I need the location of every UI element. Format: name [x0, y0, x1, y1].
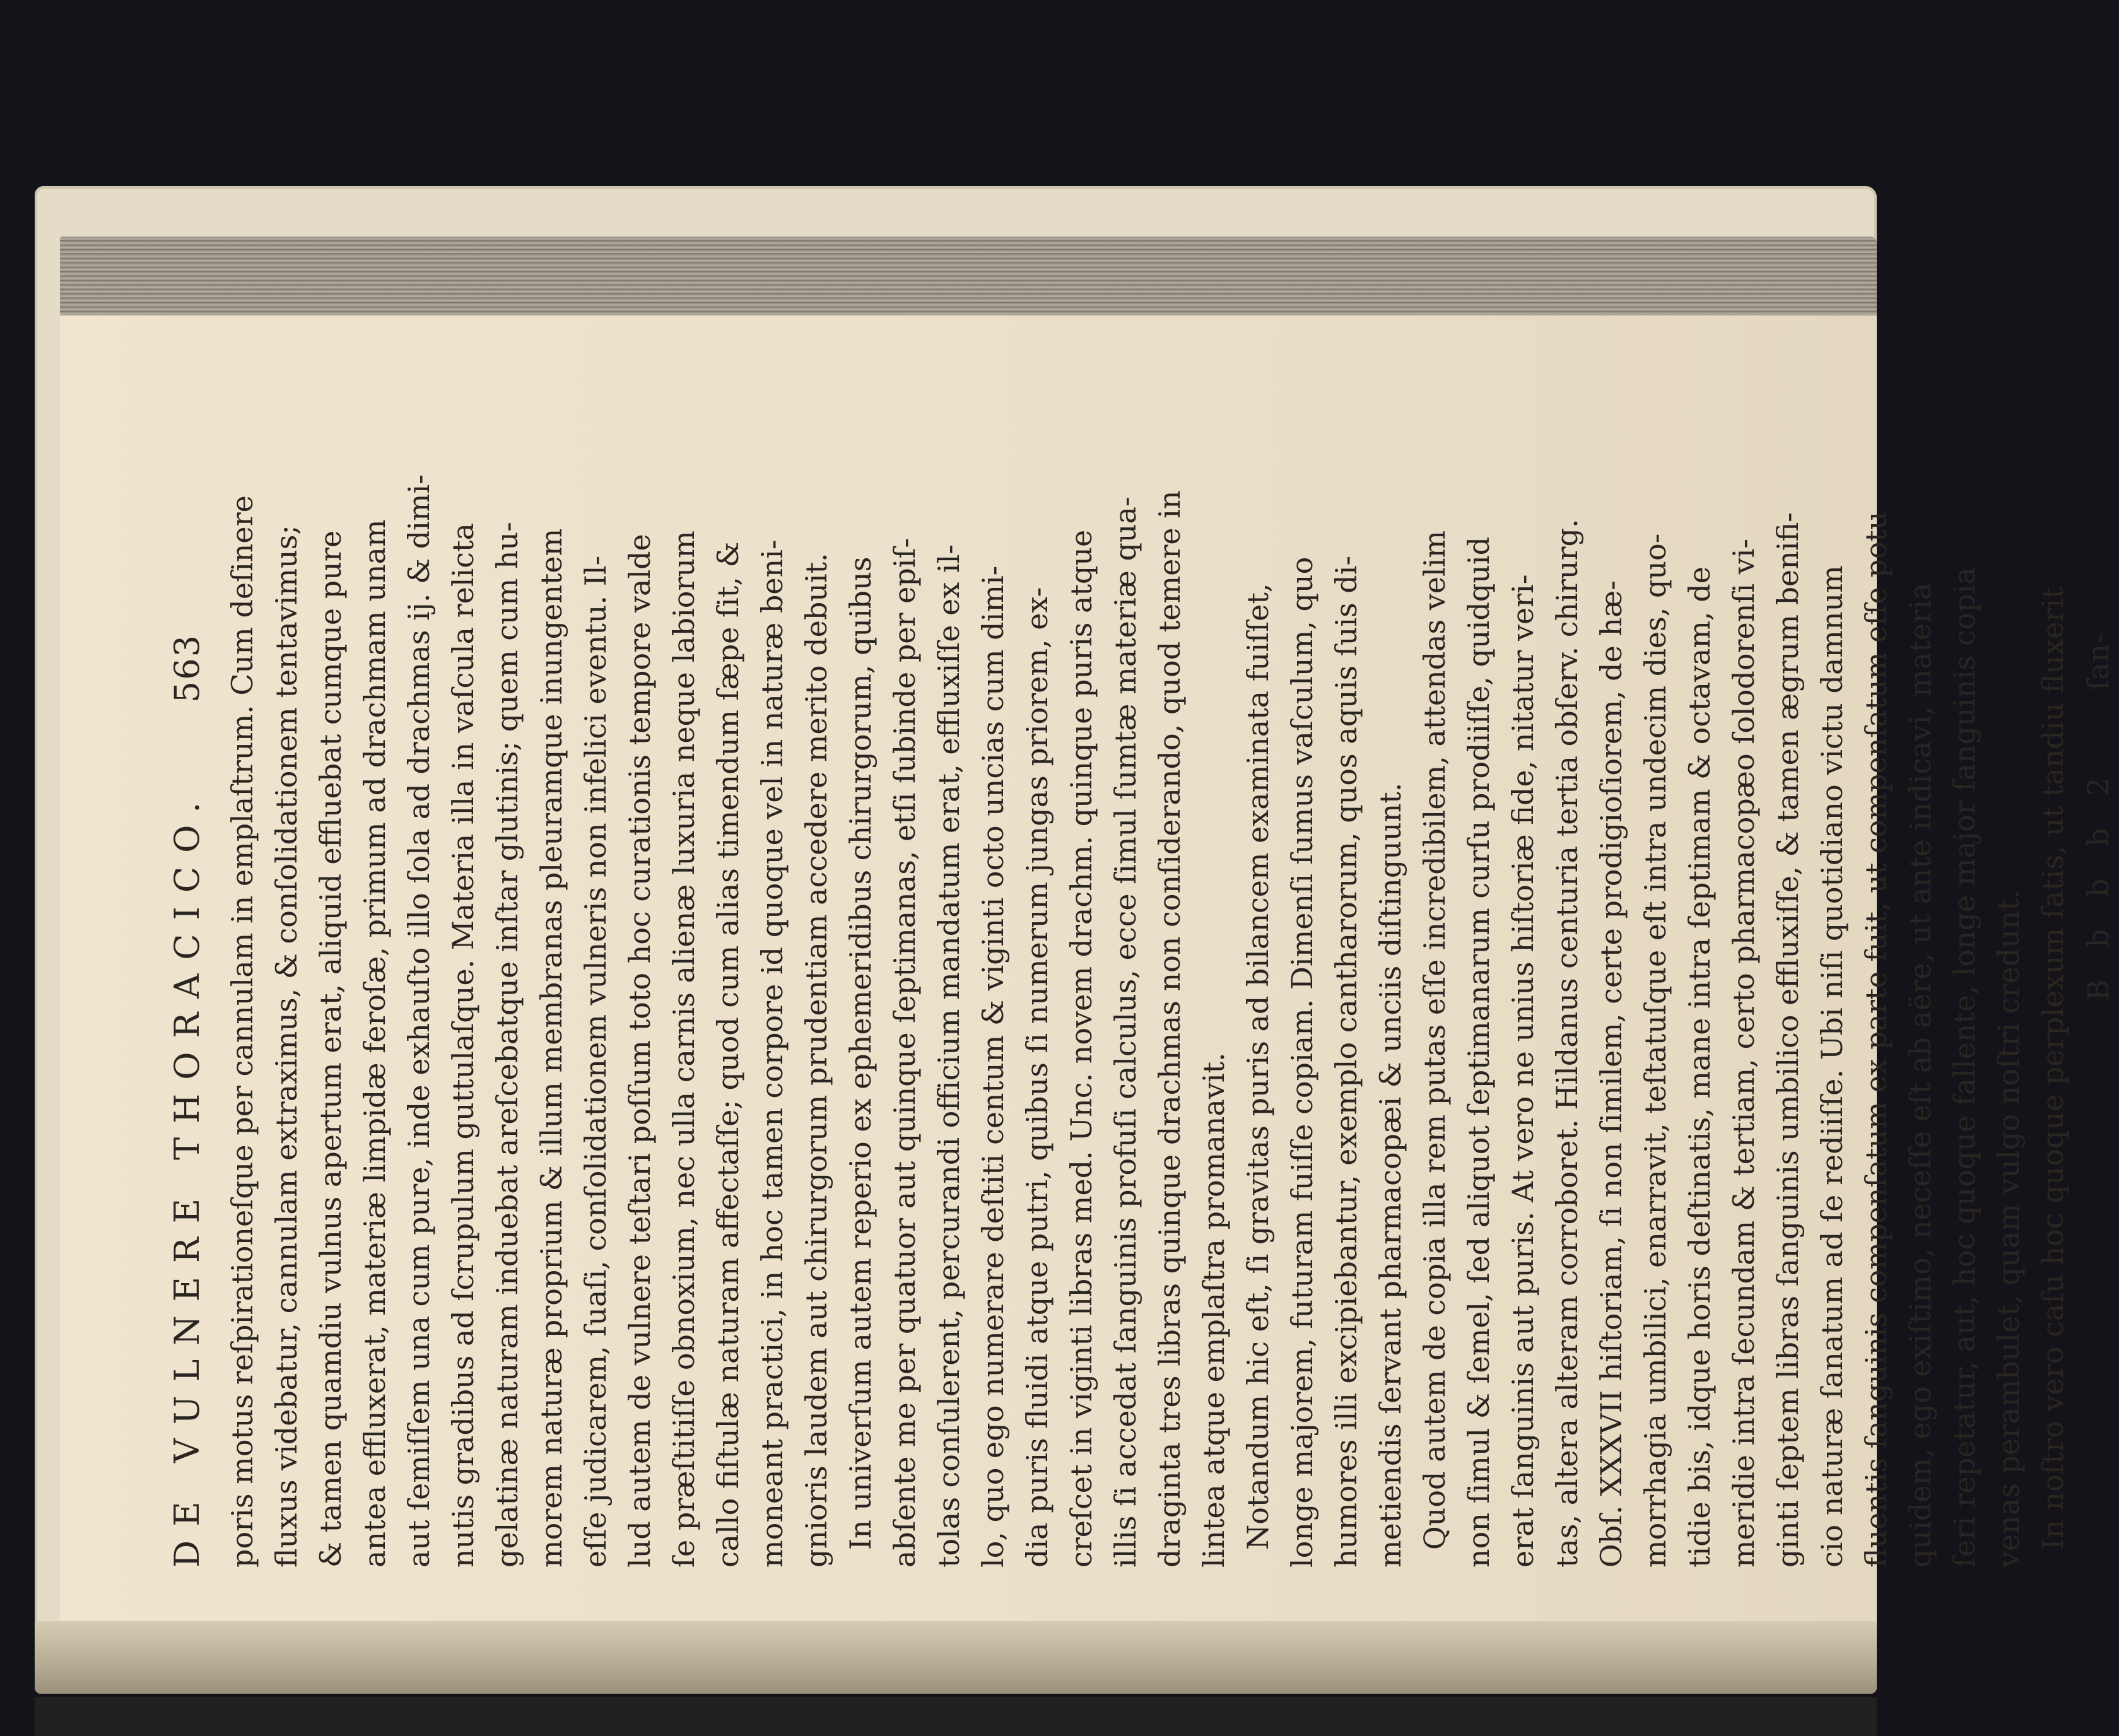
text-line: In noſtro vero caſu hoc quoque perplexum ſatis, ut tandiu fluxerit: [2036, 587, 2070, 1550]
book-spine-shadow: [35, 1697, 1877, 1736]
text-line: draginta tres libras quinque drachmas non conſiderando, quod temere in: [1153, 490, 1187, 1568]
text-line: gnioris laudem aut chirurgorum prudentiam accedere merito debuit.: [799, 553, 833, 1568]
running-title: DE VULNERE THORACICO.: [167, 788, 207, 1568]
text-line: gelatinæ naturam induebat areſcebatque inſtar glutinis; quem cum hu-: [490, 522, 524, 1568]
text-line: erat ſanguinis aut puris. At vero ne unius hiſtoriæ fide, nitatur veri-: [1506, 574, 1540, 1568]
catchword: ſan-: [2081, 634, 2115, 691]
text-line: cio naturæ ſanatum ad ſe rediiſſe. Ubi niſi quotidiano victu damnum: [1815, 565, 1849, 1568]
text-line: Obſ. XXXVII hiſtoriam, ſi non ſimilem, certe prodigioſiorem, de hæ-: [1594, 580, 1628, 1568]
page-number: 563: [167, 634, 207, 703]
text-line: longe majorem, futuram fuiſſe copiam. Dimenſi ſumus vaſculum, quo: [1285, 556, 1319, 1568]
text-line: fluxus videbatur, cannulam extraximus, & conſolidationem tentavimus;: [269, 525, 303, 1568]
text-line: lo, quo ego numerare deſtiti centum & viginti octo uncias cum dimi-: [976, 565, 1010, 1568]
text-line: morrhagia umbilici, enarravit, teſtatuſque eſt intra undecim dies, quo-: [1638, 533, 1672, 1568]
text-line: illis ſi accedat ſanguinis profuſi calculus, ecce ſimul ſumtæ materiæ qua-: [1108, 496, 1142, 1568]
text-line: tidie bis, idque horis deſtinatis, mane intra ſeptimam & octavam, de: [1682, 566, 1717, 1568]
text-line: non ſimul & ſemel, ſed aliquot ſeptimanarum curſu prodiiſſe, quidquid: [1462, 536, 1496, 1568]
text-line: lintea atque emplaſtra promanavit.: [1197, 1052, 1231, 1568]
text-line: Quod autem de copia illa rem putas eſſe incredibilem, attendas velim: [1418, 530, 1452, 1550]
text-line: lud autem de vulnere teſtari poſſum toto hoc curationis tempore valde: [623, 534, 657, 1568]
signature-mark: B b b b 2: [2081, 766, 2115, 1001]
text-line: In univerſum autem reperio ex ephemeridibus chirurgorum, quibus: [843, 556, 878, 1550]
text-line: poris motus reſpirationeſque per cannulam in emplaſtrum. Cum deſinere: [225, 495, 259, 1568]
text-line: fluentis ſanguinis compenſatum ex parte fuit, ut compenſatum eſſe potu: [1859, 511, 1893, 1568]
text-line: antea effluxerat, materiæ limpidæ feroſæ, primum ad drachmam unam: [358, 519, 392, 1568]
rotated-text-block: [167, 474, 2119, 1568]
text-line: eſſe judicarem, ſuaſi, conſolidationem vulneris non infelici eventu. Il-: [578, 555, 613, 1568]
text-line: creſcet in viginti libras med. Unc. novem drachm. quinque puris atque: [1064, 529, 1098, 1568]
text-line: nutis gradibus ad ſcrupulum guttulaſque. Materia illa in vaſcula relicta: [446, 523, 480, 1568]
book-binding: [35, 1621, 1877, 1694]
text-line: tas, altera alteram corroboret. Hildanus centuria tertia obſerv. chirurg.: [1550, 519, 1584, 1568]
page-edges: [60, 237, 1877, 325]
text-line: meridie intra ſecundam & tertiam, certo pharmacopæo ſolodorenſi vi-: [1727, 538, 1761, 1568]
text-line: Notandum hic eſt, ſi gravitas puris ad bilancem examinata fuiſſet,: [1241, 583, 1275, 1550]
text-line: abſente me per quatuor aut quinque ſeptimanas, etſi ſubinde per epiſ-: [888, 537, 922, 1568]
text-line: venas perambulet, quam vulgo noſtri credunt.: [1992, 889, 2026, 1568]
text-line: humores illi excipiebantur, exemplo cantharorum, quos aquis ſuis di-: [1329, 555, 1363, 1568]
text-line: & tamen quamdiu vulnus apertum erat, aliquid effluebat cumque pure: [314, 530, 348, 1568]
running-header: [167, 634, 209, 1568]
body-text: [220, 474, 2075, 1568]
text-line: dia puris fluidi atque putri, quibus ſi numerum jungas priorem, ex-: [1020, 587, 1054, 1568]
text-line: callo fiſtulæ naturam affectaſſe; quod cum alias timendum ſæpe ſit, &: [711, 541, 745, 1568]
text-line: ſe præſtitiſſe obnoxium, nec ulla carnis alienæ luxuria neque labiorum: [667, 531, 701, 1568]
text-line: ſeri repetatur, aut, hoc quoque fallente, longe major ſanguinis copia: [1947, 567, 1981, 1568]
text-line: ginti ſeptem libras ſanguinis umbilico effluxiſſe, & tamen ægrum benifi-: [1771, 512, 1805, 1568]
text-line: moneant practici, in hoc tamen corpore id quoque vel in naturæ beni-: [755, 539, 789, 1568]
text-line: morem naturæ proprium & illum membranas pleuramque inungentem: [534, 528, 568, 1568]
text-line: quidem, ego exiſtimo, neceſſe eſt ab aëre, ut ante indicavi, materia: [1903, 582, 1937, 1568]
page-footer: [2077, 634, 2119, 1568]
text-line: aut ſemiſſem una cum pure, inde exhauſto illo ſola ad drachmas ij. & dimi-: [402, 474, 436, 1568]
text-line: tolas conſulerent, percurandi officium mandatum erat, effluxiſſe ex il-: [932, 544, 966, 1568]
text-line: metiendis ſervant pharmacopæi & unciis diſtinguunt.: [1373, 782, 1407, 1568]
